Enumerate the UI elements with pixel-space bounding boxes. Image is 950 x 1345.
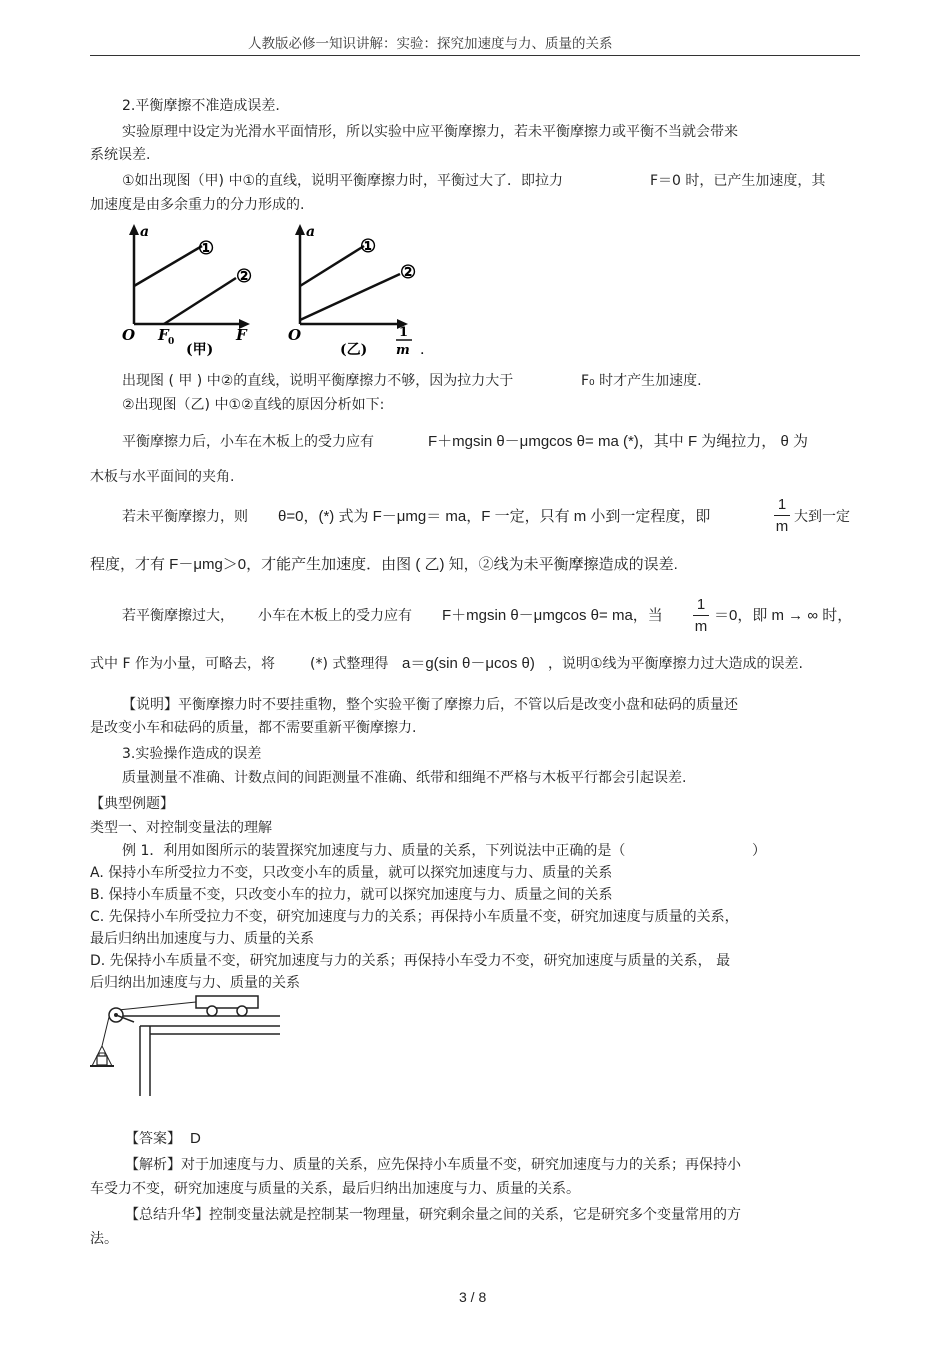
option-a: A. 保持小车所受拉力不变，只改变小车的质量，就可以探究加速度与力、质量的关系 xyxy=(90,865,613,881)
section-3-heading: 3.实验操作造成的误差 xyxy=(122,746,262,762)
answer-label: 【答案】 xyxy=(125,1131,181,1147)
axis-label-a: a xyxy=(140,224,150,240)
analysis-line: 车受力不变，研究加速度与质量的关系，最后归纳出加速度与力、质量的关系。 xyxy=(90,1181,580,1197)
option-d-cont: 后归纳出加速度与力、质量的关系 xyxy=(90,975,300,991)
paragraph-line: 木板与水平面间的夹角. xyxy=(90,469,235,485)
equation-line: F＋mgsin θ－μmgcos θ= ma (*)，其中 F 为绳拉力， θ 为 xyxy=(428,433,808,450)
paragraph-line: ，说明①线为平衡摩擦力过大造成的误差. xyxy=(548,656,803,672)
option-d: D. 先保持小车质量不变，研究加速度与力的关系；再保持小车受力不变，研究加速度与质量的关系， 最 xyxy=(90,953,731,969)
curve-label-1: ① xyxy=(198,238,215,259)
paragraph-line: 质量测量不准确、计数点间的间距测量不准确、纸带和细绳不严格与木板平行都会引起误差. xyxy=(122,770,687,786)
graph-jia xyxy=(120,222,270,362)
answer-value: D xyxy=(190,1130,201,1147)
section-2-heading: 2.平衡摩擦不准造成误差. xyxy=(122,98,280,114)
type-heading: 类型一、对控制变量法的理解 xyxy=(90,820,272,836)
curve-label-1: ① xyxy=(360,236,377,257)
intercept-subscript: 0 xyxy=(168,337,175,347)
paragraph-line: 若未平衡摩擦力，则 xyxy=(122,509,248,525)
fraction-numerator: 1 xyxy=(696,596,706,613)
paragraph-line: (*) 式整理得 xyxy=(310,656,389,672)
curve-label-2: ② xyxy=(236,266,253,287)
option-b: B. 保持小车质量不变，只改变小车的拉力，就可以探究加速度与力、质量之间的关系 xyxy=(90,887,613,903)
graph-yi xyxy=(286,222,446,362)
origin-label: O xyxy=(122,326,136,344)
x-axis-label: F xyxy=(236,326,247,344)
intercept-label: F xyxy=(158,326,169,344)
page-number: 3 / 8 xyxy=(459,1289,487,1305)
axis-label-a: a xyxy=(306,224,316,240)
curve-label-2: ② xyxy=(400,262,417,283)
fraction-denominator: m xyxy=(775,518,789,535)
paragraph-line: 式中 F 作为小量，可略去，将 xyxy=(90,656,275,672)
equation-line: F＋mgsin θ－μmgcos θ= ma，当 xyxy=(442,607,663,624)
question-text: 例 1．利用如图所示的装置探究加速度与力、质量的关系，下列说法中正确的是（ xyxy=(122,843,626,859)
paragraph-line: 实验原理中设定为光滑水平面情形，所以实验中应平衡摩擦力，若未平衡摩擦力或平衡不当就会带来 xyxy=(122,124,738,140)
paragraph-line: 系统误差. xyxy=(90,147,151,163)
x-axis-fraction-denominator: m xyxy=(396,343,410,358)
equation-line: a＝g(sin θ－μcos θ) xyxy=(402,655,535,672)
caption-yi: (乙) xyxy=(340,342,368,358)
paragraph-line: 小车在木板上的受力应有 xyxy=(258,608,412,624)
trailing-dot: . xyxy=(420,342,425,358)
paragraph-line: ①如出现图（甲) 中①的直线，说明平衡摩擦力时，平衡过大了．即拉力 xyxy=(122,173,564,189)
equation-line: 程度，才有 F－μmg＞0，才能产生加速度．由图 ( 乙) 知，②线为未平衡摩擦造成的误差. xyxy=(90,556,678,573)
header-rule xyxy=(90,55,860,56)
cart-apparatus-figure xyxy=(88,990,288,1100)
fraction-one-over-m xyxy=(774,497,790,534)
paragraph-line: 平衡摩擦力后，小车在木板上的受力应有 xyxy=(122,434,374,450)
fraction-bar xyxy=(693,615,709,616)
paragraph-line: F＝0 时，已产生加速度，其 xyxy=(650,173,826,189)
summary-line: 【总结升华】控制变量法就是控制某一物理量，研究剩余量之间的关系，它是研究多个变量常用的方 xyxy=(125,1207,741,1223)
note-line: 【说明】平衡摩擦力时不要挂重物，整个实验平衡了摩擦力后，不管以后是改变小盘和砝码的质量还 xyxy=(122,697,738,713)
fraction-bar xyxy=(774,515,790,516)
examples-heading: 【典型例题】 xyxy=(90,796,174,812)
analysis-line: 【解析】对于加速度与力、质量的关系，应先保持小车质量不变，研究加速度与力的关系；再保持小 xyxy=(125,1157,741,1173)
page-header-title: 人教版必修一知识讲解：实验：探究加速度与力、质量的关系 xyxy=(248,36,613,52)
fraction-one-over-m xyxy=(693,597,709,634)
origin-label: O xyxy=(288,326,302,344)
option-c: C. 先保持小车所受拉力不变，研究加速度与力的关系；再保持小车质量不变，研究加速度与质量的关系， xyxy=(90,909,739,925)
paragraph-line: 出现图 ( 甲 ) 中②的直线，说明平衡摩擦力不够，因为拉力大于 xyxy=(122,373,514,389)
paragraph-line: F₀ 时才产生加速度. xyxy=(581,373,702,389)
equation-line: θ=0，(*) 式为 F－μmg＝ ma，F 一定，只有 m 小到一定程度，即 xyxy=(278,508,711,525)
paragraph-line: 加速度是由多余重力的分力形成的. xyxy=(90,197,305,213)
caption-jia: (甲) xyxy=(186,342,214,358)
paragraph-line: 大到一定 xyxy=(794,509,850,525)
option-c-cont: 最后归纳出加速度与力、质量的关系 xyxy=(90,931,314,947)
paragraph-line: ②出现图（乙) 中①②直线的原因分析如下: xyxy=(122,397,385,413)
note-line: 是改变小车和砝码的质量，都不需要重新平衡摩擦力. xyxy=(90,720,417,736)
equation-line: ＝0，即 m → ∞ 时， xyxy=(714,607,853,624)
question-close-paren: ） xyxy=(752,843,766,859)
paragraph-line: 若平衡摩擦过大， xyxy=(122,608,234,624)
fraction-denominator: m xyxy=(694,618,708,635)
x-axis-fraction-numerator: 1 xyxy=(399,325,409,340)
summary-line: 法。 xyxy=(90,1231,118,1247)
fraction-numerator: 1 xyxy=(777,496,787,513)
